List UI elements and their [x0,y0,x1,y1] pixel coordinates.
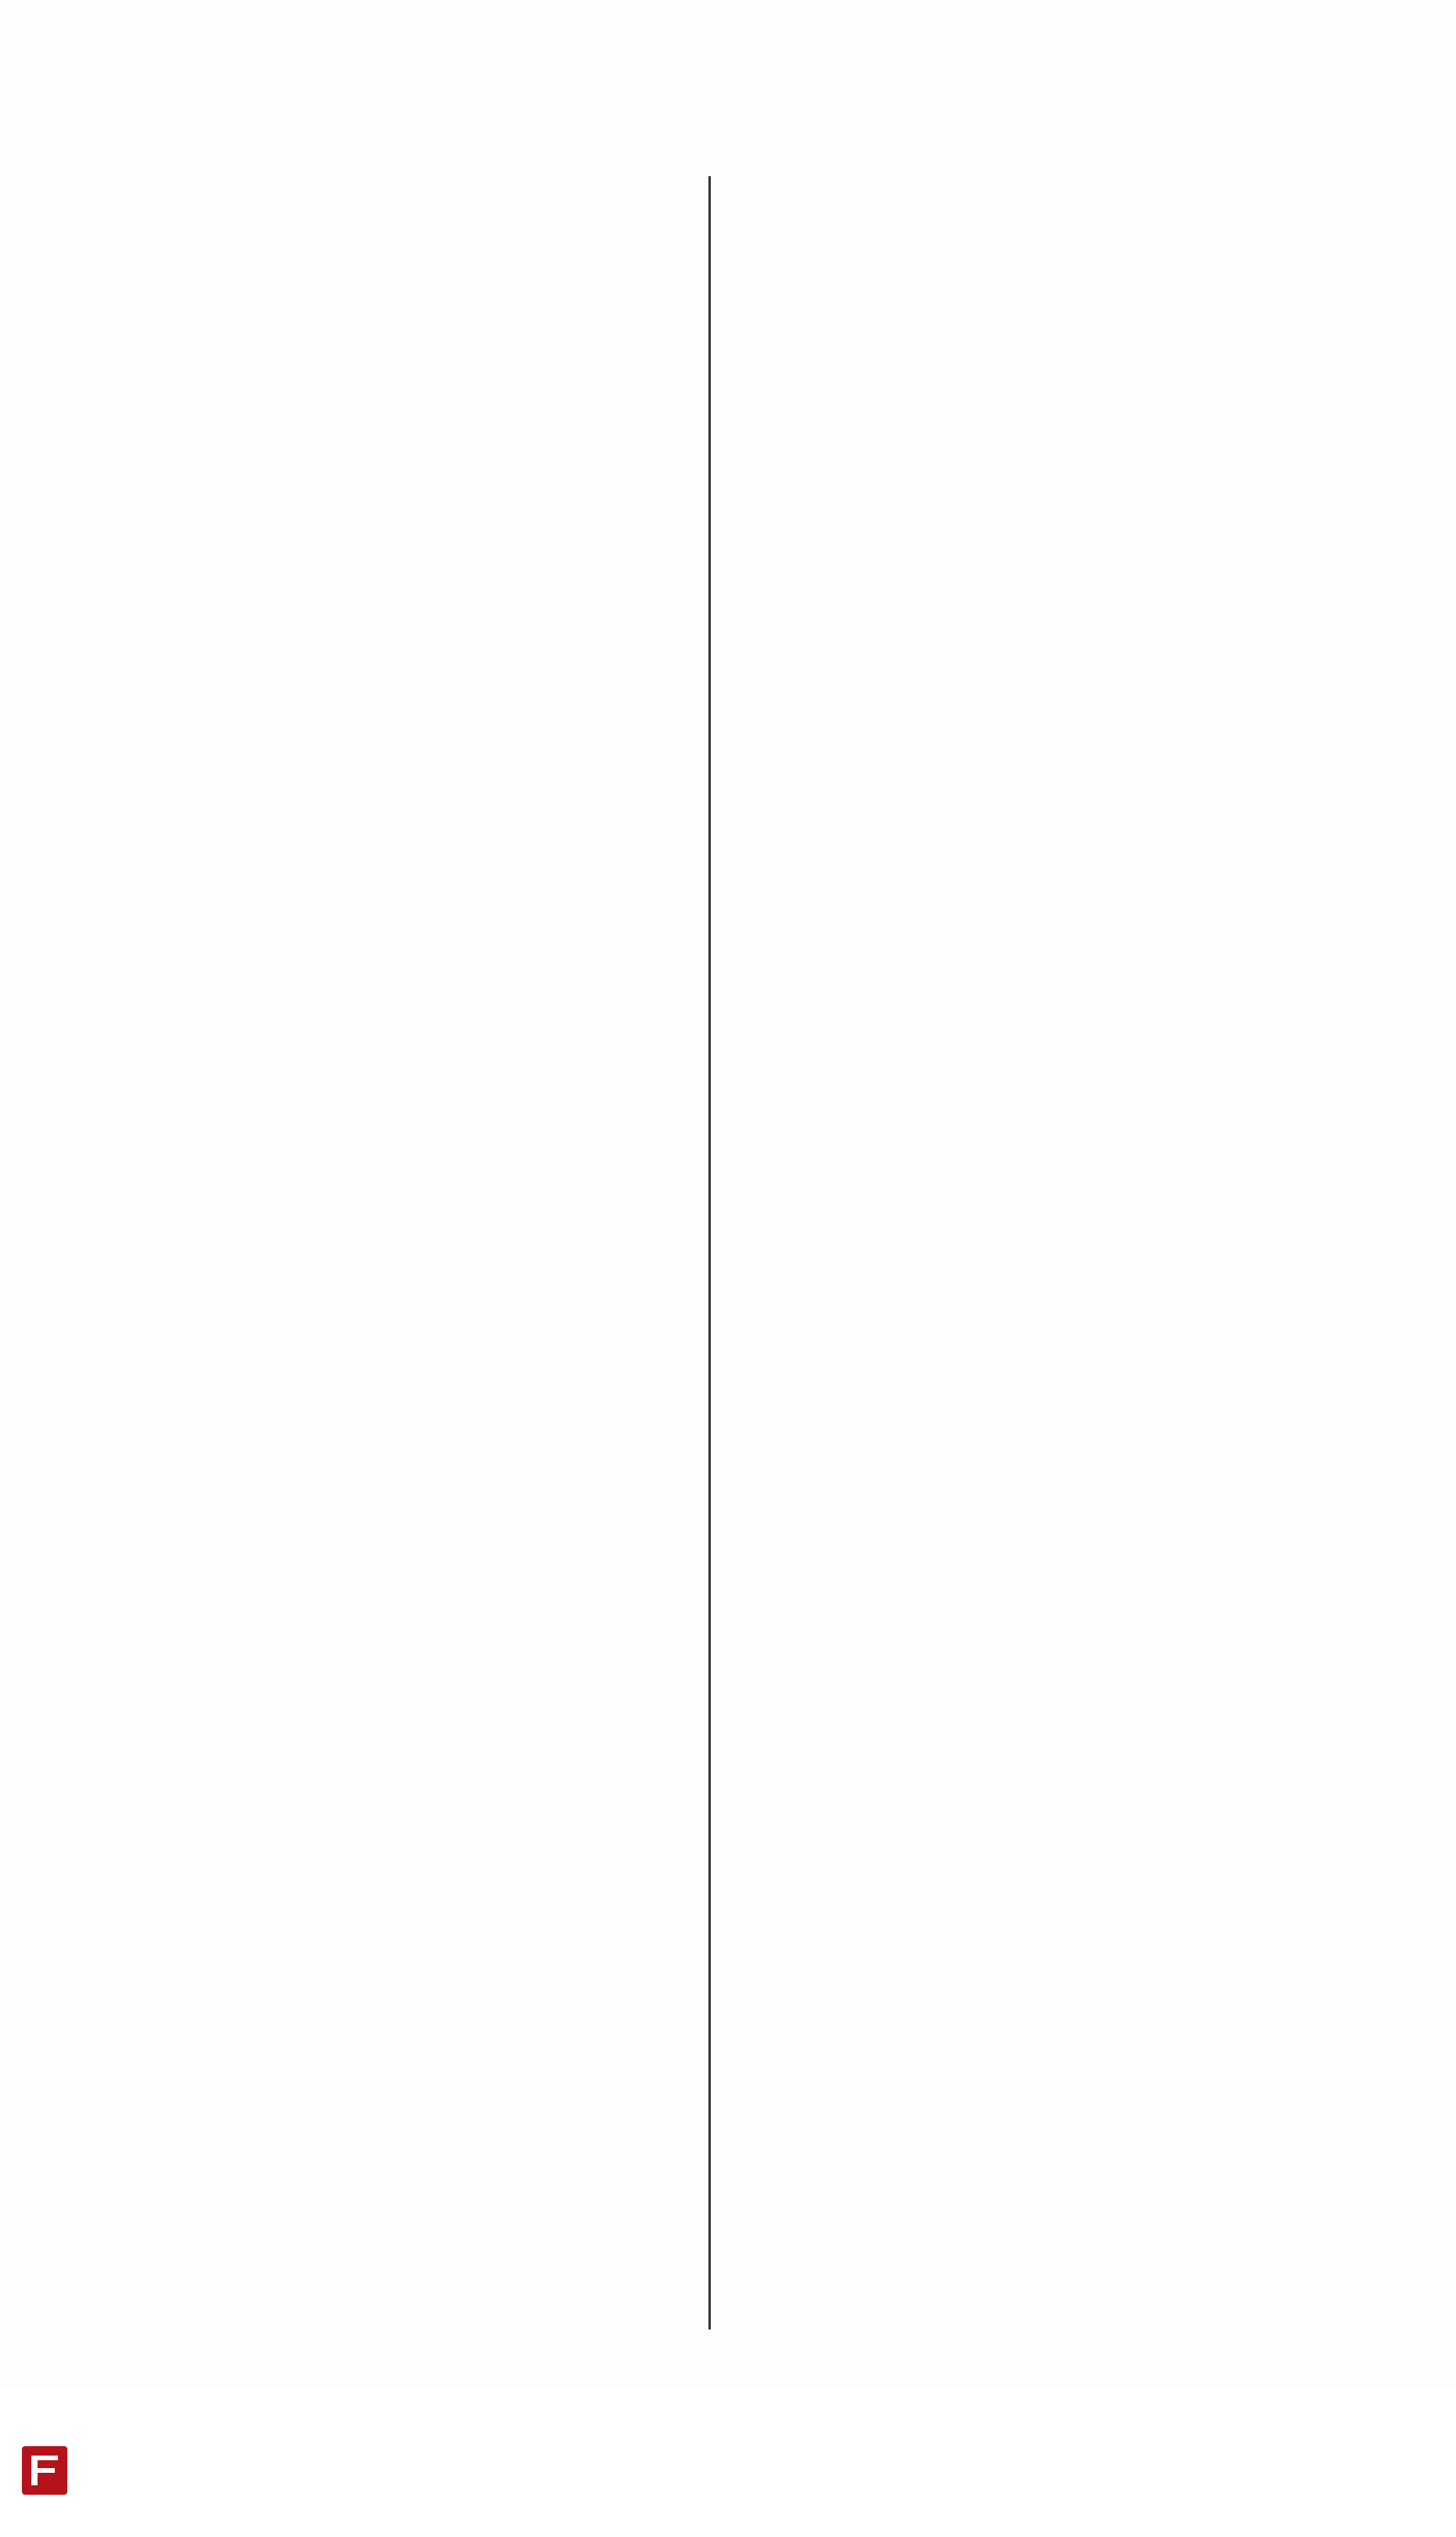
nr-label [716,176,1374,211]
street-heading [70,216,697,266]
section-heading-left-side [70,269,697,305]
university-library-logo-icon [17,2443,72,2498]
section-heading-right-side [70,176,697,211]
column-divider [708,176,711,2329]
footer [0,2388,1456,2537]
right-column [716,176,1374,211]
page-header [110,85,1393,139]
left-column [70,176,697,304]
